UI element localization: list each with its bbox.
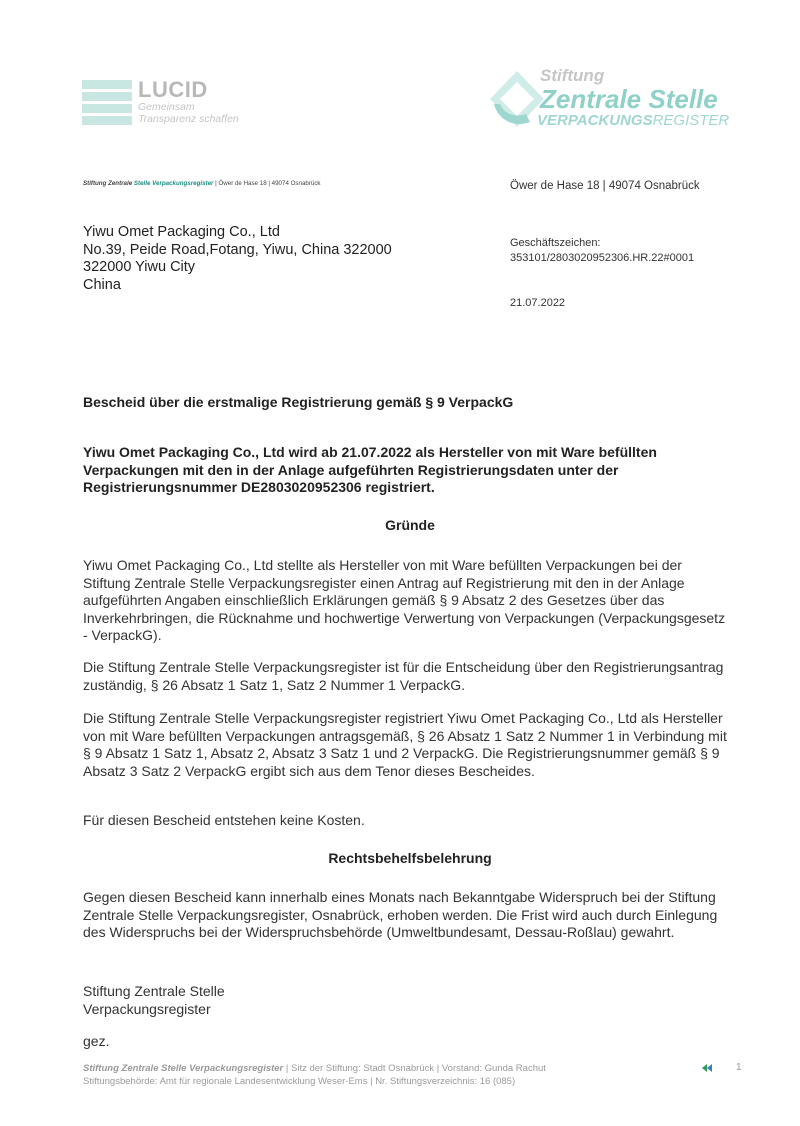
recipient-line: China xyxy=(83,276,121,293)
recipient-address xyxy=(83,224,392,294)
lucid-logo-mark xyxy=(82,80,132,128)
document-subject: Bescheid über die erstmalige Registrierung gemäß § 9 VerpackG xyxy=(83,394,514,410)
signature-gez: gez. xyxy=(83,1033,110,1049)
page-number: 1 xyxy=(736,1062,742,1073)
decision-tenor: Yiwu Omet Packaging Co., Ltd wird ab 21.07.2022 als Hersteller von mit Ware befüllten Verpackungen mit den in der Anlage aufgeführten Registrierungsdaten unter der Registrierungsnummer DE2803020952306 registriert. xyxy=(83,444,657,495)
paragraph-rechtsbehelf: Gegen diesen Bescheid kann innerhalb eines Monats nach Bekanntgabe Widerspruch bei der Stiftung Zentrale Stelle Verpackungsregister, Osnabrück, erhoben werden. Die Frist wird auch durch Einlegung des Widerspruchs bei der Widerspruchsbehörde (Umweltbundesamt, Dessau-Roßlau) gewahrt. xyxy=(83,889,718,940)
reference-number: 353101/2803020952306.HR.22#0001 xyxy=(510,252,695,264)
recipient-line: Yiwu Omet Packaging Co., Ltd xyxy=(83,224,280,240)
lucid-logo-name: LUCID xyxy=(138,77,208,102)
recipient-line: No.39, Peide Road,Fotang, Yiwu, China 322000 xyxy=(83,241,392,258)
zsvr-logo-word-stiftung: Stiftung xyxy=(540,66,605,85)
sender-line: Stiftung Zentrale Stelle Verpackungsregister | Öwer de Hase 18 | 49074 Osnabrück xyxy=(83,180,321,187)
paragraph: Die Stiftung Zentrale Stelle Verpackungsregister ist für die Entscheidung über den Registrierungsantrag zuständig, § 26 Absatz 1 Satz 1, Satz 2 Nummer 1 VerpackG. xyxy=(83,659,724,693)
paragraph: Die Stiftung Zentrale Stelle Verpackungsregister registriert Yiwu Omet Packaging Co., Ltd als Hersteller von mit Ware befüllten Verpackungen antragsgemäß, § 26 Absatz 1 Satz 2 Nummer 1 in Verbindung mit § 9 Absatz 1 Satz 1, Absatz 2, Absatz 3 Satz 1 und 2 VerpackG. Die Registrierungsnummer gemäß § 9 Absatz 3 Satz 2 VerpackG ergibt sich aus dem Tenor dieses Bescheides. xyxy=(83,710,727,779)
paragraph: Yiwu Omet Packaging Co., Ltd stellte als Hersteller von mit Ware befüllten Verpackungen bei der Stiftung Zentrale Stelle Verpackungsregister einen Antrag auf Registrierung mit den in der Anlage aufgeführten Angaben einschließlich Erklärungen gemäß § 9 Absatz 2 des Gesetzes über das Inverkehrbringen, die Rücknahme und hochwertige Verwertung von Verpackungen (Verpackungsgesetz - VerpackG). xyxy=(83,557,726,643)
zsvr-logo-word-register: VERPACKUNGSREGISTER xyxy=(537,112,730,129)
heading-gruende: Gründe xyxy=(385,517,435,533)
document-date: 21.07.2022 xyxy=(510,297,566,309)
heading-rechtsbehelfsbelehrung: Rechtsbehelfsbelehrung xyxy=(328,850,492,866)
footer: Stiftung Zentrale Stelle Verpackungsregister | Sitz der Stiftung: Stadt Osnabrück | Vorstand: Gunda Rachut Stiftungsbehörde: Amt für regionale Landesentwicklung Weser-Ems | Nr. Stiftungsverzeichnis: 16 (085) xyxy=(83,1063,546,1087)
footer-arrow-icon xyxy=(702,1064,712,1072)
paragraph: Für diesen Bescheid entstehen keine Kosten. xyxy=(83,812,365,828)
recipient-line: 322000 Yiwu City xyxy=(83,259,196,275)
sender-address: Öwer de Hase 18 | 49074 Osnabrück xyxy=(510,180,700,192)
lucid-logo-tagline: Gemeinsam Transparenz schaffen xyxy=(138,101,239,125)
zsvr-logo-word-zentrale-stelle: Zentrale Stelle xyxy=(540,84,718,114)
signature-block: Stiftung Zentrale Stelle Verpackungsregister xyxy=(83,983,225,1017)
reference-label: Geschäftszeichen: xyxy=(510,237,601,249)
